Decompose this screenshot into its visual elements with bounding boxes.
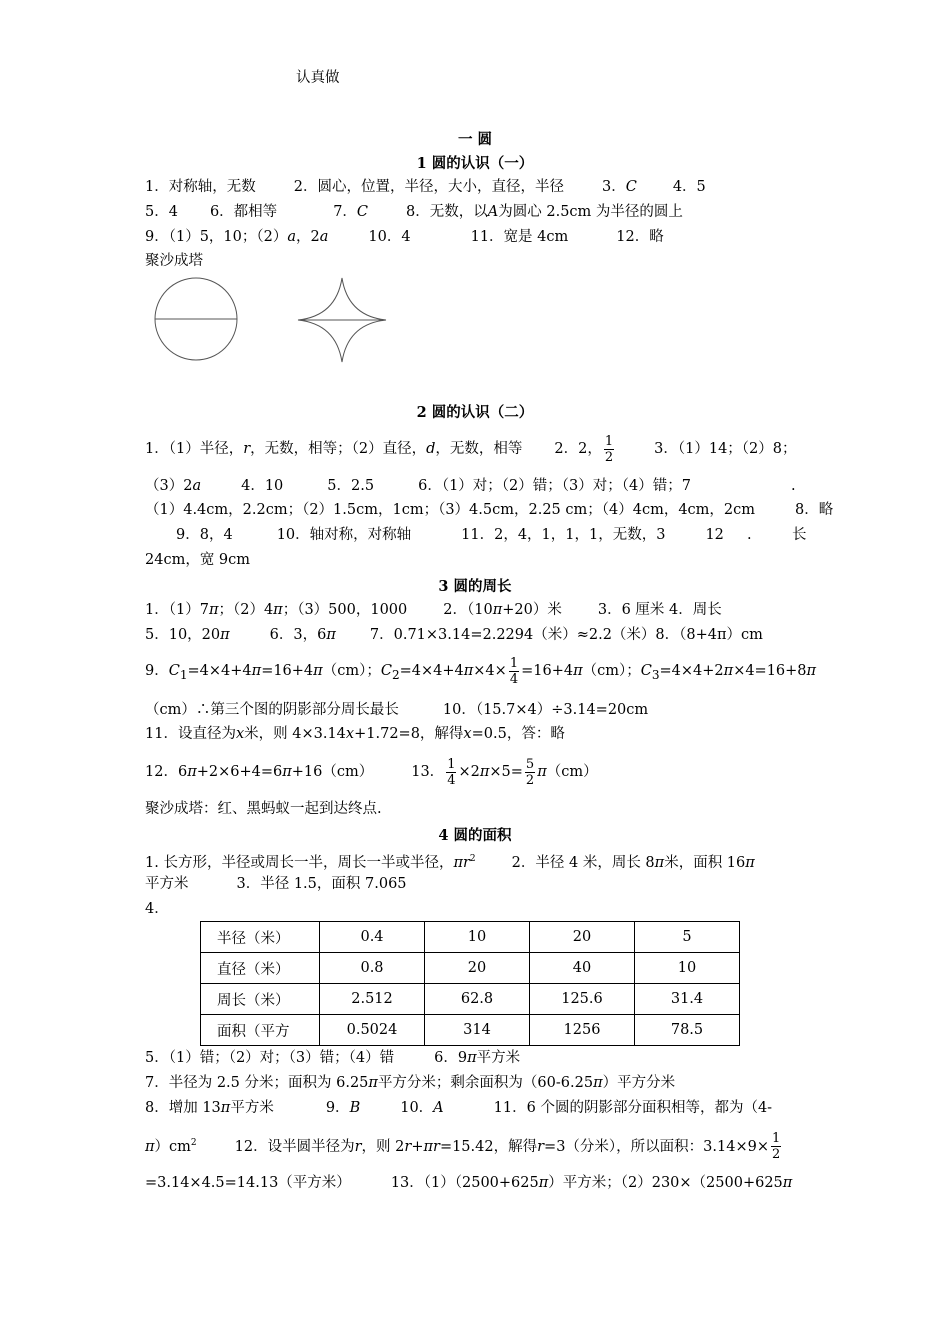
fraction-five-halves: $\frac{5}{2}$ bbox=[525, 756, 535, 788]
s4-line-2: 平方米 3．半径 1.5，面积 7.065 bbox=[145, 876, 407, 892]
table-cell: 20 bbox=[530, 922, 635, 953]
table-cell: 20 bbox=[425, 953, 530, 984]
table-cell: 0.5024 bbox=[320, 1015, 425, 1046]
s3-line-3: 9．$C_1=4\times 4+4\pi=16+4\pi(cm)$；$C_2=4\times 4+4\pi\times 4\times$ $\frac{1}{4}$ =16+4π（cm）；$C_3=4\times 4+2\pi\times 4=16+8\pi$ bbox=[145, 655, 817, 687]
table-cell: 1256 bbox=[530, 1015, 635, 1046]
section-title-4: 4 圆的面积 bbox=[438, 827, 512, 844]
s2-line-1: 1．（1）半径，r，无数，相等；（2）直径，d，无数，相等 2．2， $\frac{1}{2}$ 3．（1）14；（2）8； bbox=[145, 433, 797, 465]
s2-line-2-dot: . bbox=[791, 478, 796, 494]
four-pointed-star-figure bbox=[298, 278, 386, 362]
table-cell: 10 bbox=[425, 922, 530, 953]
table-row bbox=[201, 1015, 740, 1046]
table-cell: 40 bbox=[530, 953, 635, 984]
table-cell: 62.8 bbox=[425, 984, 530, 1015]
circle-with-diameter-figure bbox=[155, 278, 237, 360]
section-title-1: 1 圆的认识（一） bbox=[416, 155, 534, 172]
table-cell: 面积（平方 bbox=[201, 1015, 320, 1046]
s1-line-2: 5．4 6．都相等 7．C 8．无数，以A为圆心 2.5cm 为半径的圆上 bbox=[145, 204, 683, 220]
s3-line-2: 5．10，20π 6．3，6π 7．0.71×3.14=2.2294（米）≈2.2（米）8．（8+4π）cm bbox=[145, 627, 763, 643]
fraction-half-2: $\frac{1}{2}$ bbox=[771, 1131, 781, 1163]
s3-line-1: 1．（1）7π；（2）4π；（3）500，1000 2．（10π+20）米 3．6 厘米 4．周长 bbox=[145, 602, 722, 618]
s2-line-4: 9．8，4 10．轴对称，对称轴 11．2，4，1，1，1，无数，3 12 bbox=[176, 527, 724, 543]
s2-line-5: 24cm，宽 9cm bbox=[145, 552, 251, 568]
radius-table bbox=[200, 921, 740, 1046]
table-row bbox=[201, 922, 740, 953]
s1-line-4: 聚沙成塔 bbox=[145, 253, 203, 269]
table-cell: 周长（米） bbox=[201, 984, 320, 1015]
table-cell: 0.8 bbox=[320, 953, 425, 984]
s4-line-7: $\pi)cm^2$ 12．设半圆半径为r，则 2r+πr=15.42，解得r=3（分米），所以面积：3.14×9× $\frac{1}{2}$ bbox=[145, 1131, 781, 1163]
s4-line-4: 5．（1）错；（2）对；（3）错；（4）错 6．9π平方米 bbox=[145, 1050, 521, 1066]
s3-line-5: 11．设直径为x米，则 4×3.14x+1.72=8，解得x=0.5，答：略 bbox=[145, 726, 565, 742]
fraction-quarter-2: $\frac{1}{4}$ bbox=[447, 756, 456, 788]
s4-line-6: 8．增加 13π平方米 9．B 10．A 11．6 个圆的阴影部分面积相等，都为（4- bbox=[145, 1100, 773, 1116]
s3-line-6: 12．6π+2×6+4=6π+16（cm） 13． $\frac{1}{4}$ ×2π×5= $\frac{5}{2}$ π（cm） bbox=[145, 756, 598, 788]
table-cell: 314 bbox=[425, 1015, 530, 1046]
table-row bbox=[201, 984, 740, 1015]
s2-line-2: （3）2a 4．10 5．2.5 6．（1）对；（2）错；（3）对；（4）错；7 bbox=[145, 478, 691, 494]
s2-line-4-end: 长 bbox=[792, 527, 807, 543]
s2-line-3: （1）4.4cm，2.2cm；（2）1.5cm，1cm；（3）4.5cm，2.25 cm；（4）4cm，4cm，2cm 8．略 bbox=[145, 502, 834, 518]
table-row bbox=[201, 953, 740, 984]
table-cell: 直径（米） bbox=[201, 953, 320, 984]
table-cell: 0.4 bbox=[320, 922, 425, 953]
table-cell: 10 bbox=[635, 953, 740, 984]
s4-line-8: =3.14×4.5=14.13（平方米） 13．（1）（2500+625π）平方米；（2）230×（2500+625π bbox=[145, 1175, 793, 1191]
table-cell: 31.4 bbox=[635, 984, 740, 1015]
fraction-quarter: $\frac{1}{4}$ bbox=[509, 655, 519, 687]
s4-line-3: 4． bbox=[145, 901, 169, 917]
header-note: 认真做 bbox=[296, 70, 340, 86]
chapter-title: 一 圆 bbox=[457, 131, 493, 148]
table-cell: 78.5 bbox=[635, 1015, 740, 1046]
s3-line-7: 聚沙成塔：红、黑蚂蚁一起到达终点. bbox=[145, 801, 382, 817]
fraction-half: $\frac{1}{2}$ bbox=[604, 433, 614, 465]
section-title-2: 2 圆的认识（二） bbox=[416, 404, 534, 421]
figure-drawings bbox=[150, 276, 395, 366]
table-cell: 半径（米） bbox=[201, 922, 320, 953]
s4-line-5: 7．半径为 2.5 分米；面积为 6.25π平方分米；剩余面积为（60-6.25π）平方分米 bbox=[145, 1075, 676, 1091]
s2-line-4-dot: . bbox=[747, 527, 752, 543]
s1-line-1: 1．对称轴，无数 2．圆心，位置，半径，大小，直径，半径 3．C 4．5 bbox=[145, 179, 706, 195]
table-cell: 2.512 bbox=[320, 984, 425, 1015]
s1-line-3: 9．（1）5，10；（2）a，2a 10．4 11．宽是 4cm 12．略 bbox=[145, 229, 664, 245]
section-title-3: 3 圆的周长 bbox=[438, 578, 512, 595]
table-cell: 125.6 bbox=[530, 984, 635, 1015]
table-cell: 5 bbox=[635, 922, 740, 953]
s3-line-4: （cm）∴第三个图的阴影部分周长最长 10．（15.7×4）÷3.14=20cm bbox=[145, 702, 649, 718]
s4-line-1: 1. 长方形，半径或周长一半，周长一半或半径，$\pi r^2$ 2．半径 4 米，周长 8π米，面积 16π bbox=[145, 854, 755, 871]
